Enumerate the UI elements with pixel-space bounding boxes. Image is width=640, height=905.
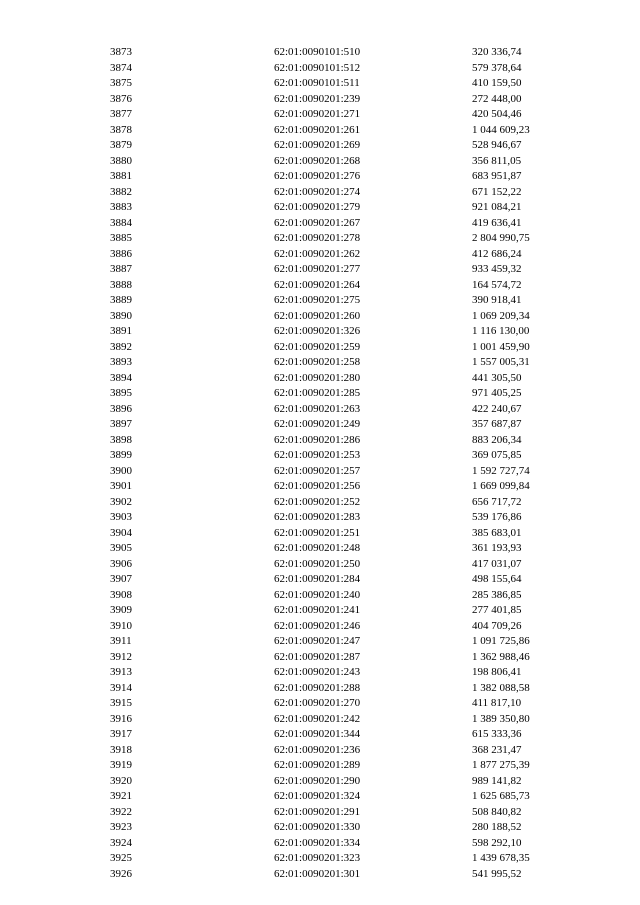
table-row	[0, 247, 640, 263]
table-row	[0, 123, 640, 139]
table-row	[0, 867, 640, 883]
row-number: 3900	[110, 464, 132, 477]
cadastral-number: 62:01:0090201:239	[274, 92, 361, 105]
cadastral-value: 2 804 990,75	[472, 232, 530, 244]
row-number: 3912	[110, 650, 132, 663]
cadastral-value: 420 504,46	[472, 108, 522, 120]
cadastral-number: 62:01:0090201:269	[274, 139, 361, 151]
cadastral-number: 62:01:0090201:275	[274, 294, 361, 306]
row-number: 3887	[110, 263, 132, 275]
row-number: 3897	[110, 418, 132, 430]
table-row	[0, 603, 640, 619]
row-number: 3888	[110, 278, 132, 291]
table-row	[0, 650, 640, 666]
cadastral-number: 62:01:0090201:249	[274, 418, 361, 430]
cadastral-value: 390 918,41	[472, 294, 522, 306]
table-row	[0, 231, 640, 247]
table-row	[0, 774, 640, 790]
row-number: 3919	[110, 759, 132, 771]
cadastral-number: 62:01:0090201:278	[274, 232, 361, 244]
cadastral-value: 498 155,64	[472, 573, 522, 585]
cadastral-value: 422 240,67	[472, 402, 522, 415]
row-number: 3916	[110, 712, 132, 725]
cadastral-value: 369 075,85	[472, 449, 522, 461]
cadastral-value: 441 305,50	[472, 371, 522, 384]
cadastral-number: 62:01:0090201:283	[274, 511, 361, 523]
cadastral-value: 508 840,82	[472, 805, 522, 818]
cadastral-value: 1 069 209,34	[472, 309, 530, 322]
row-number: 3904	[110, 526, 132, 539]
table-row	[0, 262, 640, 278]
row-number: 3920	[110, 774, 132, 787]
table-row	[0, 371, 640, 387]
row-number: 3891	[110, 325, 132, 337]
row-number: 3873	[110, 46, 132, 58]
row-number: 3906	[110, 557, 132, 570]
cadastral-number: 62:01:0090201:274	[274, 185, 361, 198]
cadastral-number: 62:01:0090201:270	[274, 697, 361, 709]
table-row	[0, 340, 640, 356]
cadastral-value: 598 292,10	[472, 836, 522, 849]
table-row	[0, 634, 640, 650]
cadastral-value: 1 557 005,31	[472, 356, 530, 368]
cadastral-value: 361 193,93	[472, 542, 522, 554]
cadastral-number: 62:01:0090201:271	[274, 108, 361, 120]
row-number: 3909	[110, 604, 132, 616]
cadastral-number: 62:01:0090201:277	[274, 263, 361, 275]
cadastral-value: 412 686,24	[472, 247, 522, 260]
row-number: 3914	[110, 681, 132, 694]
cadastral-number: 62:01:0090201:236	[274, 743, 361, 756]
row-number: 3892	[110, 340, 132, 353]
cadastral-number: 62:01:0090201:264	[274, 278, 361, 291]
row-number: 3910	[110, 619, 132, 632]
row-number: 3880	[110, 154, 132, 167]
cadastral-value: 1 001 459,90	[472, 340, 530, 353]
row-number: 3884	[110, 216, 132, 229]
cadastral-value: 198 806,41	[472, 666, 522, 678]
row-number: 3879	[110, 139, 132, 151]
cadastral-value: 277 401,85	[472, 604, 522, 616]
row-number: 3895	[110, 387, 132, 399]
cadastral-number: 62:01:0090201:285	[274, 387, 361, 399]
row-number: 3926	[110, 867, 132, 880]
row-number: 3915	[110, 697, 132, 709]
table-row	[0, 526, 640, 542]
table-row	[0, 154, 640, 170]
cadastral-value: 579 378,64	[472, 61, 522, 74]
table-row	[0, 293, 640, 309]
cadastral-number: 62:01:0090201:243	[274, 666, 361, 678]
cadastral-value: 419 636,41	[472, 216, 522, 229]
cadastral-value: 1 877 275,39	[472, 759, 530, 771]
cadastral-number: 62:01:0090201:263	[274, 402, 361, 415]
row-number: 3876	[110, 92, 132, 105]
row-number: 3902	[110, 495, 132, 508]
cadastral-number: 62:01:0090201:242	[274, 712, 361, 725]
table-row	[0, 324, 640, 340]
table-row	[0, 619, 640, 635]
row-number: 3877	[110, 108, 132, 120]
cadastral-number: 62:01:0090101:512	[274, 61, 361, 74]
row-number: 3917	[110, 728, 132, 740]
cadastral-value: 528 946,67	[472, 139, 522, 151]
cadastral-number: 62:01:0090201:330	[274, 821, 361, 833]
cadastral-number: 62:01:0090101:510	[274, 46, 361, 58]
cadastral-value: 1 592 727,74	[472, 464, 530, 477]
row-number: 3885	[110, 232, 132, 244]
cadastral-number: 62:01:0090201:324	[274, 790, 361, 802]
table-row	[0, 820, 640, 836]
table-row	[0, 510, 640, 526]
cadastral-number: 62:01:0090201:279	[274, 201, 361, 213]
row-number: 3889	[110, 294, 132, 306]
cadastral-number: 62:01:0090201:286	[274, 433, 361, 446]
cadastral-number: 62:01:0090201:241	[274, 604, 361, 616]
table-row	[0, 45, 640, 61]
cadastral-value: 1 389 350,80	[472, 712, 530, 725]
cadastral-number: 62:01:0090201:290	[274, 774, 361, 787]
cadastral-value: 683 951,87	[472, 170, 522, 182]
table-row	[0, 169, 640, 185]
table-row	[0, 448, 640, 464]
cadastral-number: 62:01:0090101:511	[274, 77, 360, 89]
cadastral-number: 62:01:0090201:334	[274, 836, 361, 849]
table-row	[0, 851, 640, 867]
table-row	[0, 464, 640, 480]
cadastral-number: 62:01:0090201:284	[274, 573, 361, 585]
cadastral-value: 615 333,36	[472, 728, 522, 740]
cadastral-value: 883 206,34	[472, 433, 522, 446]
cadastral-number: 62:01:0090201:260	[274, 309, 361, 322]
table-row	[0, 309, 640, 325]
table-row	[0, 681, 640, 697]
row-number: 3894	[110, 371, 132, 384]
row-number: 3911	[110, 635, 132, 647]
row-number: 3924	[110, 836, 132, 849]
cadastral-number: 62:01:0090201:253	[274, 449, 361, 461]
row-number: 3899	[110, 449, 132, 461]
table-row	[0, 541, 640, 557]
cadastral-number: 62:01:0090201:240	[274, 588, 361, 601]
cadastral-number: 62:01:0090201:257	[274, 464, 361, 477]
cadastral-number: 62:01:0090201:250	[274, 557, 361, 570]
table-row	[0, 417, 640, 433]
cadastral-value: 272 448,00	[472, 92, 522, 105]
table-row	[0, 92, 640, 108]
cadastral-number: 62:01:0090201:262	[274, 247, 361, 260]
cadastral-number: 62:01:0090201:323	[274, 852, 361, 864]
table-row	[0, 185, 640, 201]
cadastral-value: 671 152,22	[472, 185, 522, 198]
row-number: 3925	[110, 852, 132, 864]
cadastral-value: 933 459,32	[472, 263, 522, 275]
cadastral-value: 280 188,52	[472, 821, 522, 833]
row-number: 3905	[110, 542, 132, 554]
table-row	[0, 402, 640, 418]
cadastral-value: 1 091 725,86	[472, 635, 530, 647]
table-row	[0, 138, 640, 154]
cadastral-value: 1 382 088,58	[472, 681, 530, 694]
cadastral-value: 417 031,07	[472, 557, 522, 570]
row-number: 3901	[110, 480, 132, 492]
table-row	[0, 386, 640, 402]
cadastral-value: 404 709,26	[472, 619, 522, 632]
table-row	[0, 76, 640, 92]
table-row	[0, 557, 640, 573]
cadastral-value: 356 811,05	[472, 154, 522, 167]
table-row	[0, 495, 640, 511]
cadastral-value: 1 116 130,00	[472, 325, 530, 337]
cadastral-number: 62:01:0090201:246	[274, 619, 361, 632]
table-row	[0, 805, 640, 821]
table-row	[0, 355, 640, 371]
table-row	[0, 278, 640, 294]
row-number: 3918	[110, 743, 132, 756]
cadastral-value: 656 717,72	[472, 495, 522, 508]
row-number: 3908	[110, 588, 132, 601]
cadastral-number: 62:01:0090201:344	[274, 728, 361, 740]
cadastral-number: 62:01:0090201:251	[274, 526, 361, 539]
cadastral-value: 1 669 099,84	[472, 480, 530, 492]
table-row	[0, 836, 640, 852]
cadastral-value: 164 574,72	[472, 278, 522, 291]
cadastral-number: 62:01:0090201:326	[274, 325, 361, 337]
cadastral-value: 368 231,47	[472, 743, 522, 756]
table-row	[0, 665, 640, 681]
cadastral-value: 285 386,85	[472, 588, 522, 601]
row-number: 3903	[110, 511, 132, 523]
table-row	[0, 696, 640, 712]
data-table	[0, 45, 640, 882]
table-row	[0, 712, 640, 728]
cadastral-number: 62:01:0090201:248	[274, 542, 361, 554]
cadastral-value: 357 687,87	[472, 418, 522, 430]
row-number: 3878	[110, 123, 132, 136]
table-row	[0, 479, 640, 495]
cadastral-value: 320 336,74	[472, 46, 522, 58]
row-number: 3913	[110, 666, 132, 678]
row-number: 3874	[110, 61, 132, 74]
cadastral-number: 62:01:0090201:261	[274, 123, 361, 136]
row-number: 3890	[110, 309, 132, 322]
cadastral-number: 62:01:0090201:291	[274, 805, 361, 818]
row-number: 3881	[110, 170, 132, 182]
cadastral-number: 62:01:0090201:252	[274, 495, 361, 508]
table-row	[0, 216, 640, 232]
row-number: 3923	[110, 821, 132, 833]
cadastral-number: 62:01:0090201:259	[274, 340, 361, 353]
cadastral-number: 62:01:0090201:268	[274, 154, 361, 167]
row-number: 3875	[110, 77, 132, 89]
row-number: 3896	[110, 402, 132, 415]
table-row	[0, 727, 640, 743]
row-number: 3898	[110, 433, 132, 446]
cadastral-value: 971 405,25	[472, 387, 522, 399]
row-number: 3893	[110, 356, 132, 368]
row-number: 3883	[110, 201, 132, 213]
table-row	[0, 433, 640, 449]
cadastral-value: 541 995,52	[472, 867, 522, 880]
cadastral-number: 62:01:0090201:256	[274, 480, 361, 492]
cadastral-number: 62:01:0090201:288	[274, 681, 361, 694]
cadastral-number: 62:01:0090201:267	[274, 216, 361, 229]
table-row	[0, 200, 640, 216]
cadastral-value: 1 625 685,73	[472, 790, 530, 802]
cadastral-value: 921 084,21	[472, 201, 522, 213]
cadastral-value: 989 141,82	[472, 774, 522, 787]
table-row	[0, 61, 640, 77]
table-row	[0, 588, 640, 604]
table-row	[0, 789, 640, 805]
table-row	[0, 107, 640, 123]
row-number: 3921	[110, 790, 132, 802]
row-number: 3907	[110, 573, 132, 585]
cadastral-number: 62:01:0090201:247	[274, 635, 361, 647]
cadastral-value: 539 176,86	[472, 511, 522, 523]
cadastral-value: 410 159,50	[472, 77, 522, 89]
table-row	[0, 572, 640, 588]
table-row	[0, 758, 640, 774]
cadastral-value: 1 044 609,23	[472, 123, 530, 136]
row-number: 3882	[110, 185, 132, 198]
cadastral-value: 1 362 988,46	[472, 650, 530, 663]
cadastral-number: 62:01:0090201:276	[274, 170, 361, 182]
cadastral-number: 62:01:0090201:280	[274, 371, 361, 384]
cadastral-number: 62:01:0090201:301	[274, 867, 361, 880]
cadastral-number: 62:01:0090201:258	[274, 356, 361, 368]
cadastral-value: 1 439 678,35	[472, 852, 530, 864]
table-row	[0, 743, 640, 759]
row-number: 3922	[110, 805, 132, 818]
cadastral-number: 62:01:0090201:287	[274, 650, 361, 663]
cadastral-number: 62:01:0090201:289	[274, 759, 361, 771]
cadastral-value: 385 683,01	[472, 526, 522, 539]
cadastral-value: 411 817,10	[472, 697, 522, 709]
row-number: 3886	[110, 247, 132, 260]
